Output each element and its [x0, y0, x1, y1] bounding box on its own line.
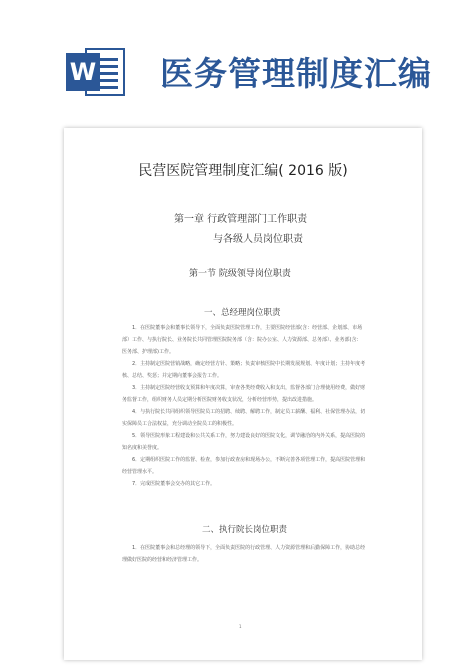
duty-paragraph: 1．在医院董事会和总经理的领导下，全面负责医院的行政管理、人力资源管理和后勤保障工作，协助总经理做好医院的经营和经济管理工作。 — [122, 545, 366, 563]
chapter-heading: 第一章 行政管理部门工作职责 — [174, 214, 308, 225]
document-page — [64, 128, 422, 660]
duty-paragraph: 4．与执行院长共同组织领导医院员工的招聘、续聘、解聘工作，制定员工薪酬、福利、社保管理办法，切实保障员工合法权益，充分调动全院员工的积极性。 — [122, 409, 366, 427]
chapter-subheading: 与各级人员岗位职责 — [213, 234, 303, 245]
duty-paragraph: 7．完成医院董事会交办的其它工作。 — [132, 481, 216, 487]
word-document-icon — [64, 46, 126, 98]
duty-paragraph: 1．在医院董事会和董事长领导下，全面负责医院管理工作，主要医院经营部(含：经营部、企划部、市场部）工作、与执行院长、业务院长共同管理医院院务部（含：院办公室、人力资源部、总务部）、业务部(含：医务部、护理部)工作。 — [122, 325, 363, 355]
duty-paragraph: 6．定期组织医院工作的监督、检查，参加行政查房和现场办公，不断完善各项管理工作，提高医院管理和经营管理水平。 — [122, 457, 366, 475]
word-logo-letter: W — [69, 58, 97, 86]
section-heading: 第一节 院级领导岗位职责 — [189, 269, 291, 279]
cover-banner — [0, 0, 474, 112]
document-title: 民营医院管理制度汇编( 2016 版) — [138, 163, 348, 179]
duty-paragraph: 2．主持制定医院营销战略，确定经营方针、策略；负责审核医院中长期发展规划、年度计划；主持年度考核、总结、奖惩；并定期向董事会报告工作。 — [122, 361, 366, 379]
executive-president-duties — [122, 542, 366, 566]
duty-paragraph: 3．主持制定医院经营收支预算和年度决算，审查各类经费收入和支出，监督各部门合理使用经费，做好财务监督工作，组织财务人员定期分析医院财务收支状况，分析经营形势，提出改进措施。 — [122, 385, 366, 403]
page-number: 1 — [239, 624, 242, 629]
duty-paragraph: 5．领导医院形象工程建设和公共关系工作，努力建设良好的医院文化，调节融洽的内外关系，提高医院的知名度和美誉度。 — [122, 433, 366, 451]
heading-general-manager: 一、总经理岗位职责 — [204, 308, 281, 318]
banner-title: 医务管理制度汇编 — [160, 54, 432, 93]
general-manager-duties — [122, 322, 366, 490]
heading-executive-president: 二、执行院长岗位职责 — [202, 525, 288, 535]
